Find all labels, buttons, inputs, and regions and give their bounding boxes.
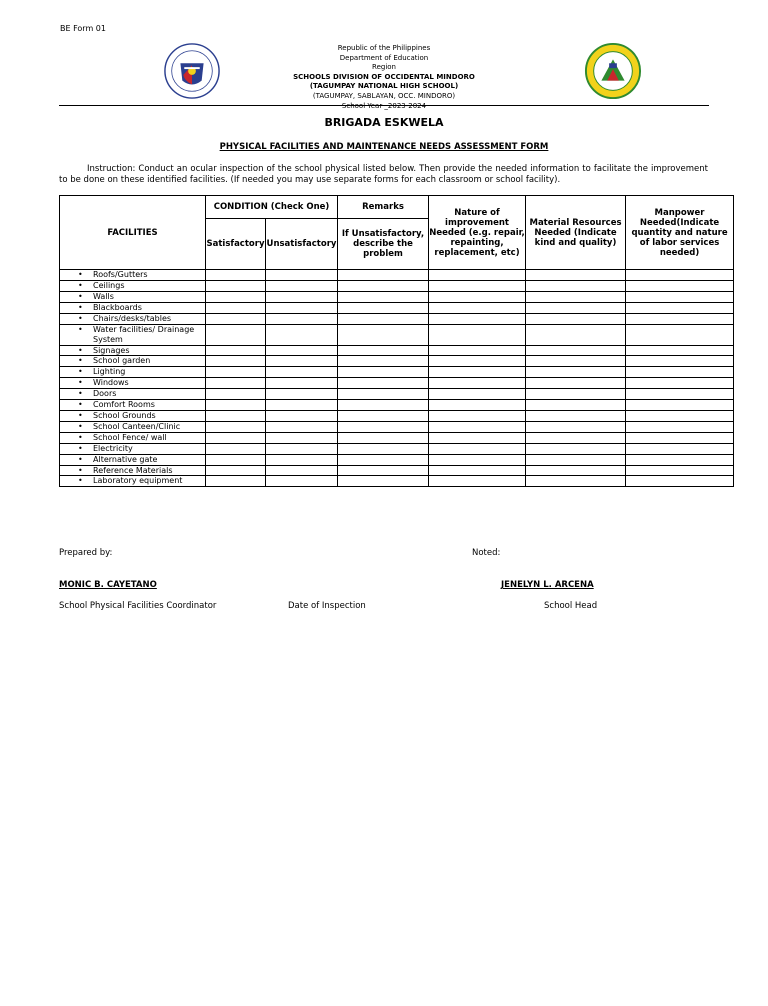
unsatisfactory-cell[interactable] [266,454,338,465]
bullet-icon: • [78,356,83,366]
unsatisfactory-cell[interactable] [266,356,338,367]
unsatisfactory-cell[interactable] [266,432,338,443]
bullet-icon: • [78,280,83,290]
table-row [60,476,734,487]
nature-cell[interactable] [429,400,526,411]
remarks-cell[interactable] [338,465,429,476]
remarks-cell[interactable] [338,280,429,291]
nature-cell[interactable] [429,291,526,302]
satisfactory-cell[interactable] [206,367,266,378]
facility-name-cell [60,291,206,302]
facility-name-cell [60,280,206,291]
unsatisfactory-cell[interactable] [266,443,338,454]
nature-cell[interactable] [429,356,526,367]
bullet-icon: • [78,465,83,475]
manpower-cell[interactable] [626,345,734,356]
manpower-cell[interactable] [626,443,734,454]
satisfactory-cell[interactable] [206,400,266,411]
nature-cell[interactable] [429,367,526,378]
material-cell[interactable] [526,291,626,302]
material-cell[interactable] [526,313,626,324]
assessment-table [59,195,734,487]
unsatisfactory-cell[interactable] [266,476,338,487]
material-cell[interactable] [526,356,626,367]
form-code: BE Form 01 [60,24,106,33]
bullet-icon: • [78,421,83,431]
remarks-cell[interactable] [338,345,429,356]
manpower-cell[interactable] [626,324,734,345]
satisfactory-cell[interactable] [206,313,266,324]
facility-name-cell [60,324,206,345]
prepared-by-label: Prepared by: [59,548,113,558]
satisfactory-cell[interactable] [206,378,266,389]
bullet-icon: • [78,454,83,464]
table-row [60,410,734,421]
manpower-cell[interactable] [626,421,734,432]
deped-seal-icon [163,42,221,100]
remarks-cell[interactable] [338,421,429,432]
table-row [60,280,734,291]
bullet-icon: • [78,302,83,312]
unsatisfactory-cell[interactable] [266,400,338,411]
bullet-icon: • [78,367,83,377]
header-remarks: Remarks [338,196,429,219]
letterhead-region: Region [372,63,396,72]
bullet-icon: • [78,378,83,388]
facility-name: Windows [93,378,129,388]
prepared-by-role: School Physical Facilities Coordinator [59,601,217,611]
satisfactory-cell[interactable] [206,345,266,356]
unsatisfactory-cell[interactable] [266,280,338,291]
nature-cell[interactable] [429,345,526,356]
unsatisfactory-cell[interactable] [266,302,338,313]
noted-by-role: School Head [544,601,598,611]
facility-name: Reference Materials [93,465,173,475]
material-cell[interactable] [526,443,626,454]
material-cell[interactable] [526,378,626,389]
unsatisfactory-cell[interactable] [266,270,338,281]
satisfactory-cell[interactable] [206,410,266,421]
facility-name: Ceilings [93,280,125,290]
remarks-cell[interactable] [338,378,429,389]
table-row [60,443,734,454]
manpower-cell[interactable] [626,400,734,411]
remarks-cell[interactable] [338,410,429,421]
nature-cell[interactable] [429,313,526,324]
material-cell[interactable] [526,454,626,465]
bullet-icon: • [78,432,83,442]
facility-name-cell [60,454,206,465]
manpower-cell[interactable] [626,465,734,476]
header-condition: CONDITION (Check One) [206,196,338,219]
facility-name: School Canteen/Clinic [93,421,181,431]
facility-name-cell [60,465,206,476]
manpower-cell[interactable] [626,410,734,421]
unsatisfactory-cell[interactable] [266,324,338,345]
bullet-icon: • [78,400,83,410]
bullet-icon: • [78,291,83,301]
table-row [60,389,734,400]
facility-name-cell [60,389,206,400]
table-row [60,421,734,432]
nature-cell[interactable] [429,432,526,443]
material-cell[interactable] [526,280,626,291]
unsatisfactory-cell[interactable] [266,345,338,356]
header-material: Material Resources Needed (Indicate kind and quality) [526,196,626,270]
remarks-cell[interactable] [338,389,429,400]
header-manpower: Manpower Needed(Indicate quantity and nature of labor services needed) [626,196,734,270]
manpower-cell[interactable] [626,356,734,367]
nature-cell[interactable] [429,378,526,389]
noted-by-name: JENELYN L. ARCENA [501,580,594,590]
facility-name-cell [60,302,206,313]
satisfactory-cell[interactable] [206,302,266,313]
table-row [60,302,734,313]
facility-name-cell [60,421,206,432]
facility-name-cell [60,432,206,443]
manpower-cell[interactable] [626,313,734,324]
facility-name: School Fence/ wall [93,432,167,442]
unsatisfactory-cell[interactable] [266,291,338,302]
header-satisfactory: Satisfactory [206,219,266,270]
nature-cell[interactable] [429,324,526,345]
letterhead-division: SCHOOLS DIVISION OF OCCIDENTAL MINDORO [293,72,475,81]
facility-name: Roofs/Gutters [93,270,148,279]
date-of-inspection-label: Date of Inspection [288,601,366,611]
remarks-cell[interactable] [338,356,429,367]
header-unsatisfactory: Unsatisfactory [266,219,338,270]
facility-name-cell [60,356,206,367]
table-row [60,378,734,389]
bullet-icon: • [78,443,83,453]
nature-cell[interactable] [429,443,526,454]
letterhead-address: (TAGUMPAY, SABLAYAN, OCC. MINDORO) [312,91,456,100]
remarks-cell[interactable] [338,432,429,443]
bullet-icon: • [78,345,83,355]
facility-name: School garden [93,356,151,366]
manpower-cell[interactable] [626,476,734,487]
noted-label: Noted: [472,548,501,558]
bullet-icon: • [78,313,83,323]
facility-name-cell [60,345,206,356]
table-row [60,313,734,324]
facility-name: Signages [93,345,130,355]
remarks-cell[interactable] [338,443,429,454]
unsatisfactory-cell[interactable] [266,313,338,324]
header-facilities: FACILITIES [60,196,206,270]
manpower-cell[interactable] [626,454,734,465]
satisfactory-cell[interactable] [206,324,266,345]
manpower-cell[interactable] [626,302,734,313]
form-title: BRIGADA ESKWELA [324,116,444,129]
school-seal-icon [584,42,642,100]
facility-name: Comfort Rooms [93,400,155,410]
table-row [60,356,734,367]
material-cell[interactable] [526,432,626,443]
facility-name: Laboratory equipment [93,476,183,486]
material-cell[interactable] [526,270,626,281]
facility-name-cell [60,313,206,324]
nature-cell[interactable] [429,454,526,465]
manpower-cell[interactable] [626,280,734,291]
material-cell[interactable] [526,367,626,378]
facility-name: Chairs/desks/tables [93,313,172,323]
facility-name-cell [60,443,206,454]
bullet-icon: • [78,389,83,399]
table-row [60,367,734,378]
remarks-cell[interactable] [338,400,429,411]
bullet-icon: • [78,476,83,486]
manpower-cell[interactable] [626,367,734,378]
table-row [60,432,734,443]
manpower-cell[interactable] [626,378,734,389]
remarks-cell[interactable] [338,324,429,345]
facility-name: Alternative gate [93,454,158,464]
facility-name-cell [60,270,206,281]
nature-cell[interactable] [429,476,526,487]
facility-name-cell [60,367,206,378]
table-row [60,270,734,281]
satisfactory-cell[interactable] [206,270,266,281]
facility-name-cell [60,400,206,411]
facility-name: Lighting [93,367,126,377]
facility-name: Blackboards [93,302,142,312]
remarks-cell[interactable] [338,313,429,324]
nature-cell[interactable] [429,389,526,400]
remarks-cell[interactable] [338,476,429,487]
nature-cell[interactable] [429,270,526,281]
letterhead-school-year: School Year _2023-2024 [341,101,427,110]
header-divider [59,105,709,106]
facility-name-cell [60,476,206,487]
manpower-cell[interactable] [626,432,734,443]
satisfactory-cell[interactable] [206,421,266,432]
remarks-cell[interactable] [338,270,429,281]
unsatisfactory-cell[interactable] [266,421,338,432]
prepared-by-name: MONIC B. CAYETANO [59,580,157,590]
unsatisfactory-cell[interactable] [266,410,338,421]
facility-name-cell [60,410,206,421]
table-row [60,465,734,476]
material-cell[interactable] [526,476,626,487]
table-row [60,324,734,345]
facility-name-cell [60,378,206,389]
letterhead-department: Department of Education [339,53,429,62]
facility-name: Walls [93,291,114,301]
material-cell[interactable] [526,389,626,400]
nature-cell[interactable] [429,421,526,432]
manpower-cell[interactable] [626,389,734,400]
satisfactory-cell[interactable] [206,454,266,465]
manpower-cell[interactable] [626,291,734,302]
instruction-text: Instruction: Conduct an ocular inspection of the school physical listed below. Then provide the needed information to facilitate the improvement to be done on these identified facilities. (If needed you may use separate forms for each classroom or school facility). [59,164,708,185]
letterhead [240,44,528,111]
manpower-cell[interactable] [626,270,734,281]
unsatisfactory-cell[interactable] [266,378,338,389]
bullet-icon: • [78,324,83,334]
remarks-cell[interactable] [338,454,429,465]
satisfactory-cell[interactable] [206,465,266,476]
remarks-cell[interactable] [338,302,429,313]
facility-name: Water facilities/ Drainage System [93,324,195,344]
material-cell[interactable] [526,302,626,313]
satisfactory-cell[interactable] [206,443,266,454]
table-row [60,291,734,302]
bullet-icon: • [78,270,83,279]
letterhead-school: (TAGUMPAY NATIONAL HIGH SCHOOL) [309,82,459,91]
header-nature: Nature of improvement Needed (e.g. repair, repainting, replacement, etc) [429,196,526,270]
material-cell[interactable] [526,465,626,476]
satisfactory-cell[interactable] [206,280,266,291]
bullet-icon: • [78,410,83,420]
nature-cell[interactable] [429,410,526,421]
material-cell[interactable] [526,400,626,411]
nature-cell[interactable] [429,280,526,291]
remarks-cell[interactable] [338,291,429,302]
table-row [60,345,734,356]
satisfactory-cell[interactable] [206,291,266,302]
facility-rows [60,270,734,487]
remarks-cell[interactable] [338,367,429,378]
nature-cell[interactable] [429,465,526,476]
material-cell[interactable] [526,410,626,421]
facility-name: Doors [93,389,117,399]
letterhead-republic: Republic of the Philippines [337,44,431,52]
material-cell[interactable] [526,345,626,356]
satisfactory-cell[interactable] [206,389,266,400]
header-remarks-detail: If Unsatisfactory, describe the problem [338,219,429,270]
table-row [60,400,734,411]
facility-name: Electricity [93,443,133,453]
satisfactory-cell[interactable] [206,476,266,487]
satisfactory-cell[interactable] [206,356,266,367]
unsatisfactory-cell[interactable] [266,367,338,378]
table-row [60,454,734,465]
form-subtitle: PHYSICAL FACILITIES AND MAINTENANCE NEEDS ASSESSMENT FORM [219,142,549,152]
material-cell[interactable] [526,421,626,432]
satisfactory-cell[interactable] [206,432,266,443]
unsatisfactory-cell[interactable] [266,389,338,400]
facility-name: School Grounds [93,410,156,420]
unsatisfactory-cell[interactable] [266,465,338,476]
nature-cell[interactable] [429,302,526,313]
material-cell[interactable] [526,324,626,345]
